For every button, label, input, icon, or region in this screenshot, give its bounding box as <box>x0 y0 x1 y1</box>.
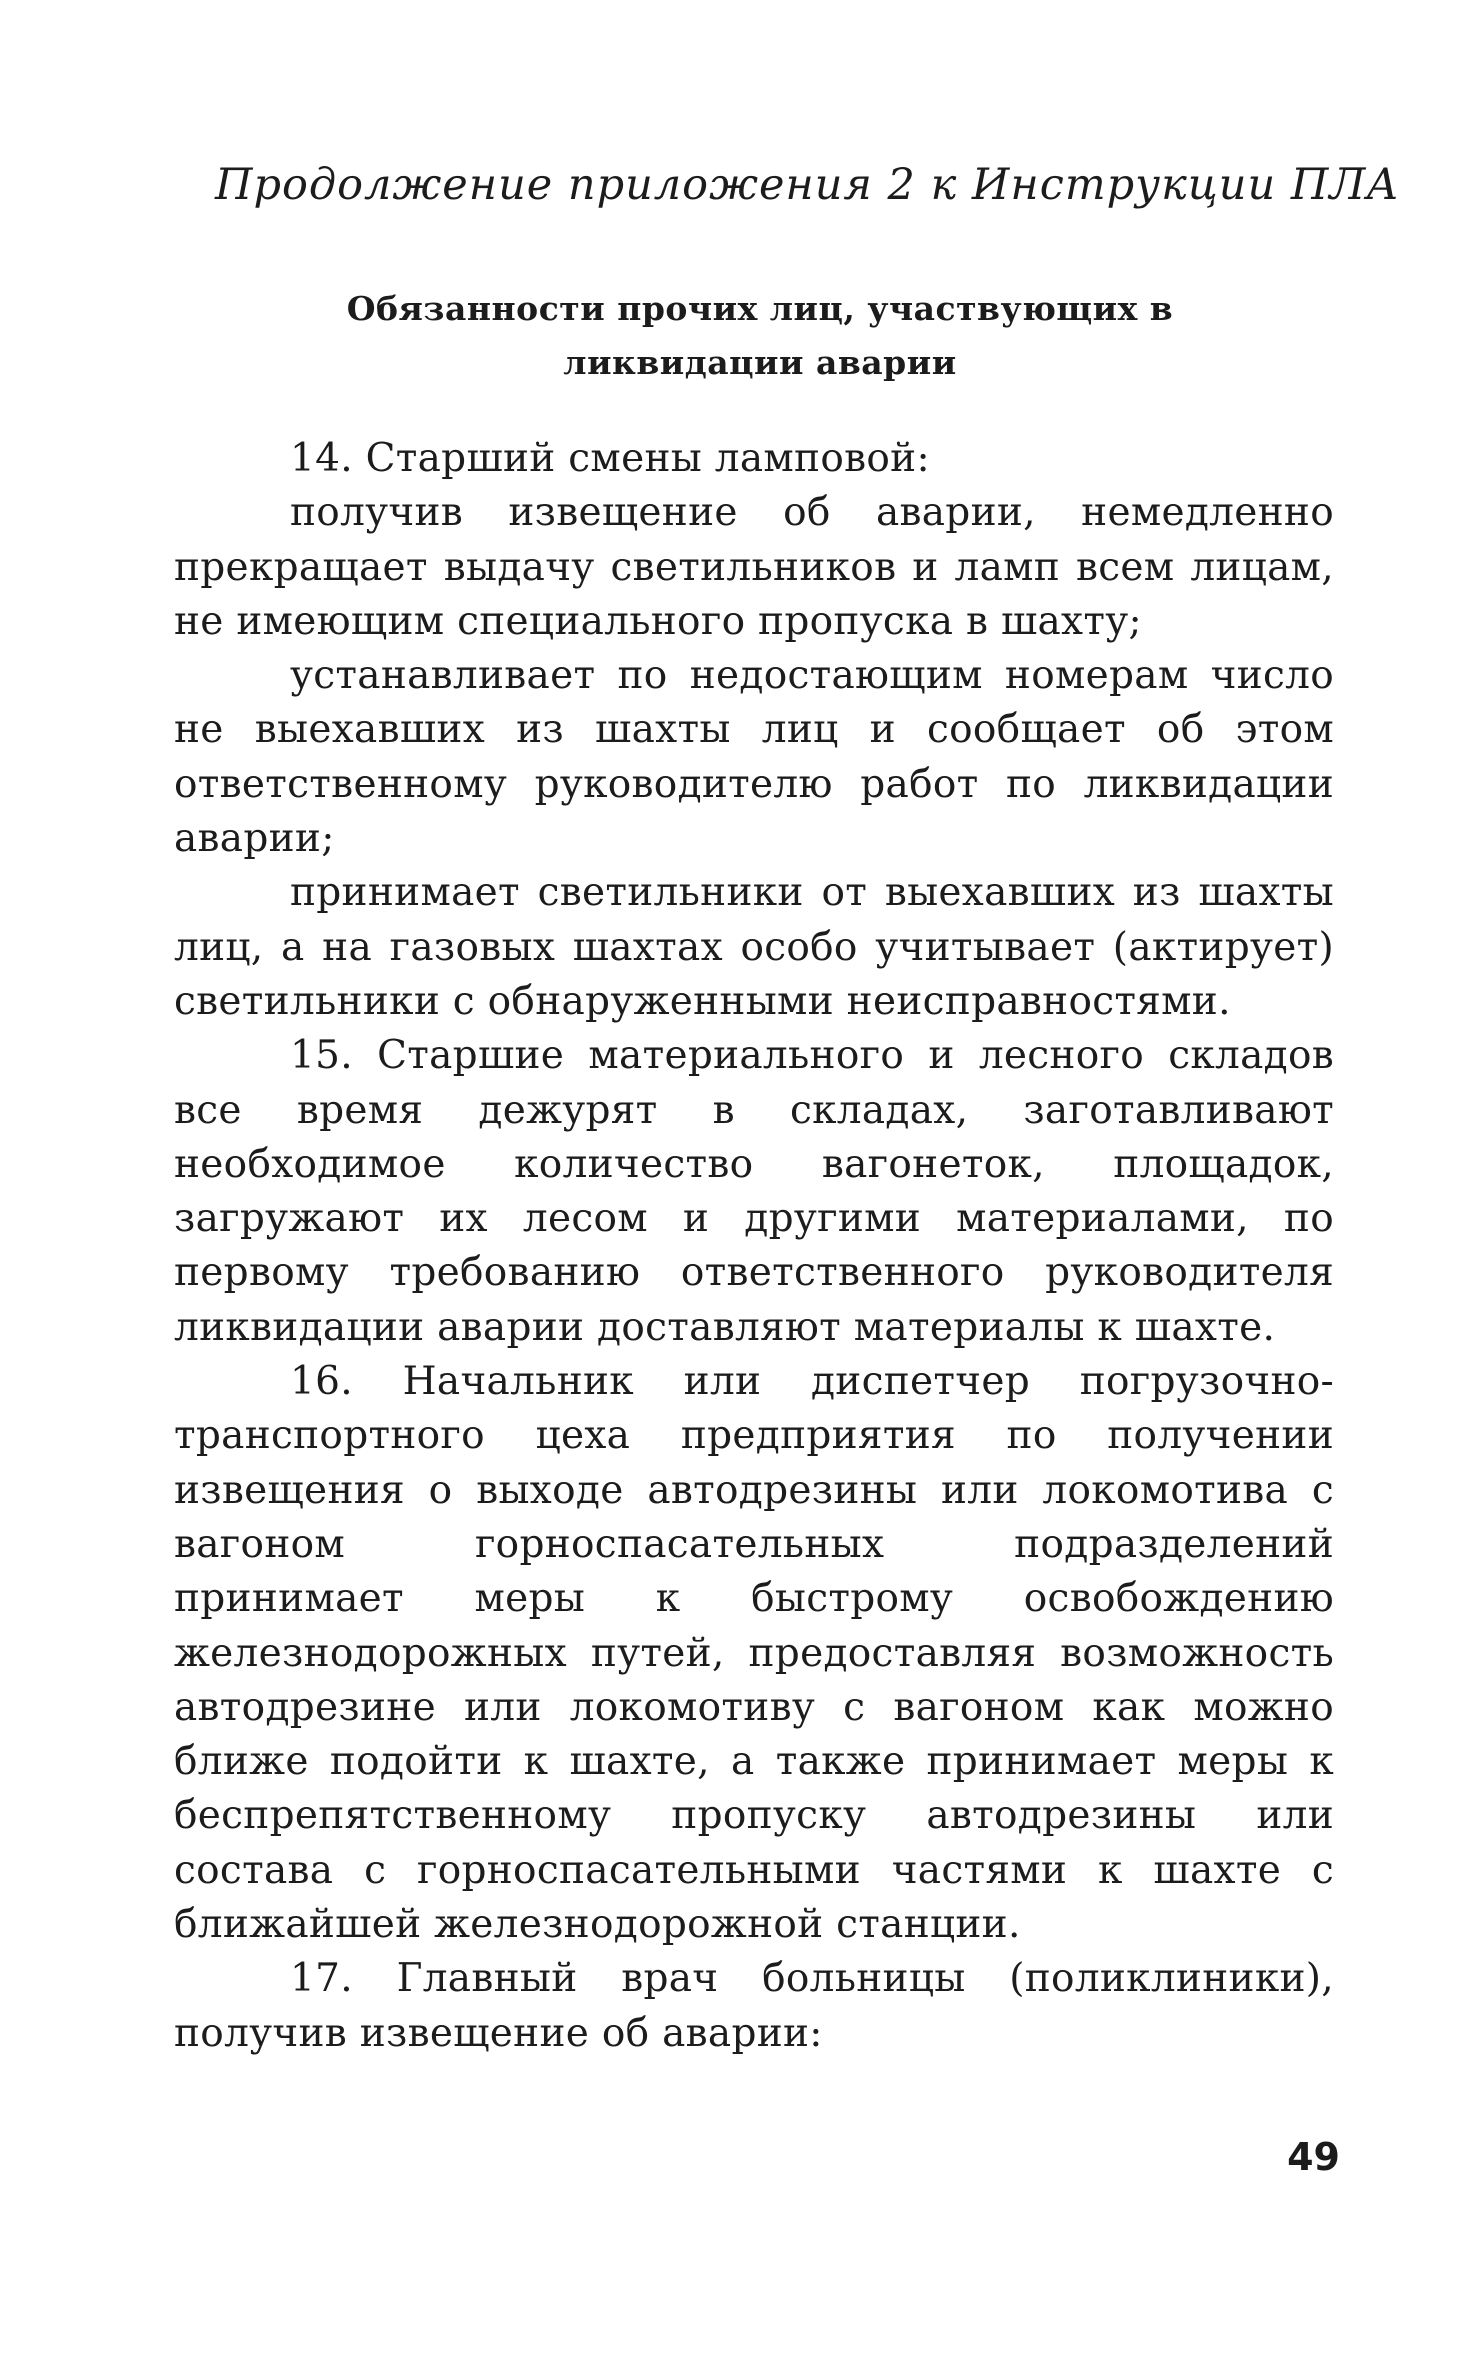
paragraph-17: 17. Главный врач больницы (поликлиники), получив извещение об аварии: <box>174 1956 1334 2056</box>
paragraph-14-item-1: получив извещение об аварии, немедленно прекращает выдачу светильников и ламп всем лицам, не имеющим специального пропуска в шахту; <box>174 490 1334 644</box>
paragraph-14-item-3: принимает светильники от выехавших из шахты лиц, а на газовых шахтах особо учитывает (актирует) светильники с обнаруженными неисправностями. <box>174 870 1334 1024</box>
page-number: 49 <box>1287 2135 1340 2179</box>
paragraph-15: 15. Старшие материального и лесного складов все время дежурят в складах, заготавливают необходимое количество вагонеток, площадок, загружают их лесом и другими материалами, по первому требованию ответственного руководителя ликвидации аварии доставляют материалы к шахте. <box>174 1033 1334 1350</box>
section-title-line-2: ликвидации аварии <box>563 343 957 382</box>
paragraph-14-item-2: устанавливает по недостающим номерам число не выехавших из шахты лиц и сообщает об этом ответственному руководителю работ по ликвидации аварии; <box>174 653 1334 862</box>
paragraph-14-heading: 14. Старший смены ламповой: <box>290 436 930 481</box>
section-title-line-1: Обязанности прочих лиц, участвующих в <box>346 289 1174 328</box>
running-head: Продолжение приложения 2 к Инструкции ПЛА <box>215 160 1400 210</box>
body-text <box>174 432 1334 2061</box>
section-title <box>300 282 1220 390</box>
paragraph-16: 16. Начальник или диспетчер погрузочно-транспортного цеха предприятия по получении извещения о выходе автодрезины или локомотива с вагоном горноспасательных подразделений принимает меры к быстрому освобождению железнодорожных путей, предоставляя возможность автодрезине или локомотиву с вагоном как можно ближе подойти к шахте, а также принимает меры к беспрепятственному пропуску автодрезины или состава с горноспасательными частями к шахте с ближайшей железнодорожной станции. <box>174 1359 1334 1948</box>
